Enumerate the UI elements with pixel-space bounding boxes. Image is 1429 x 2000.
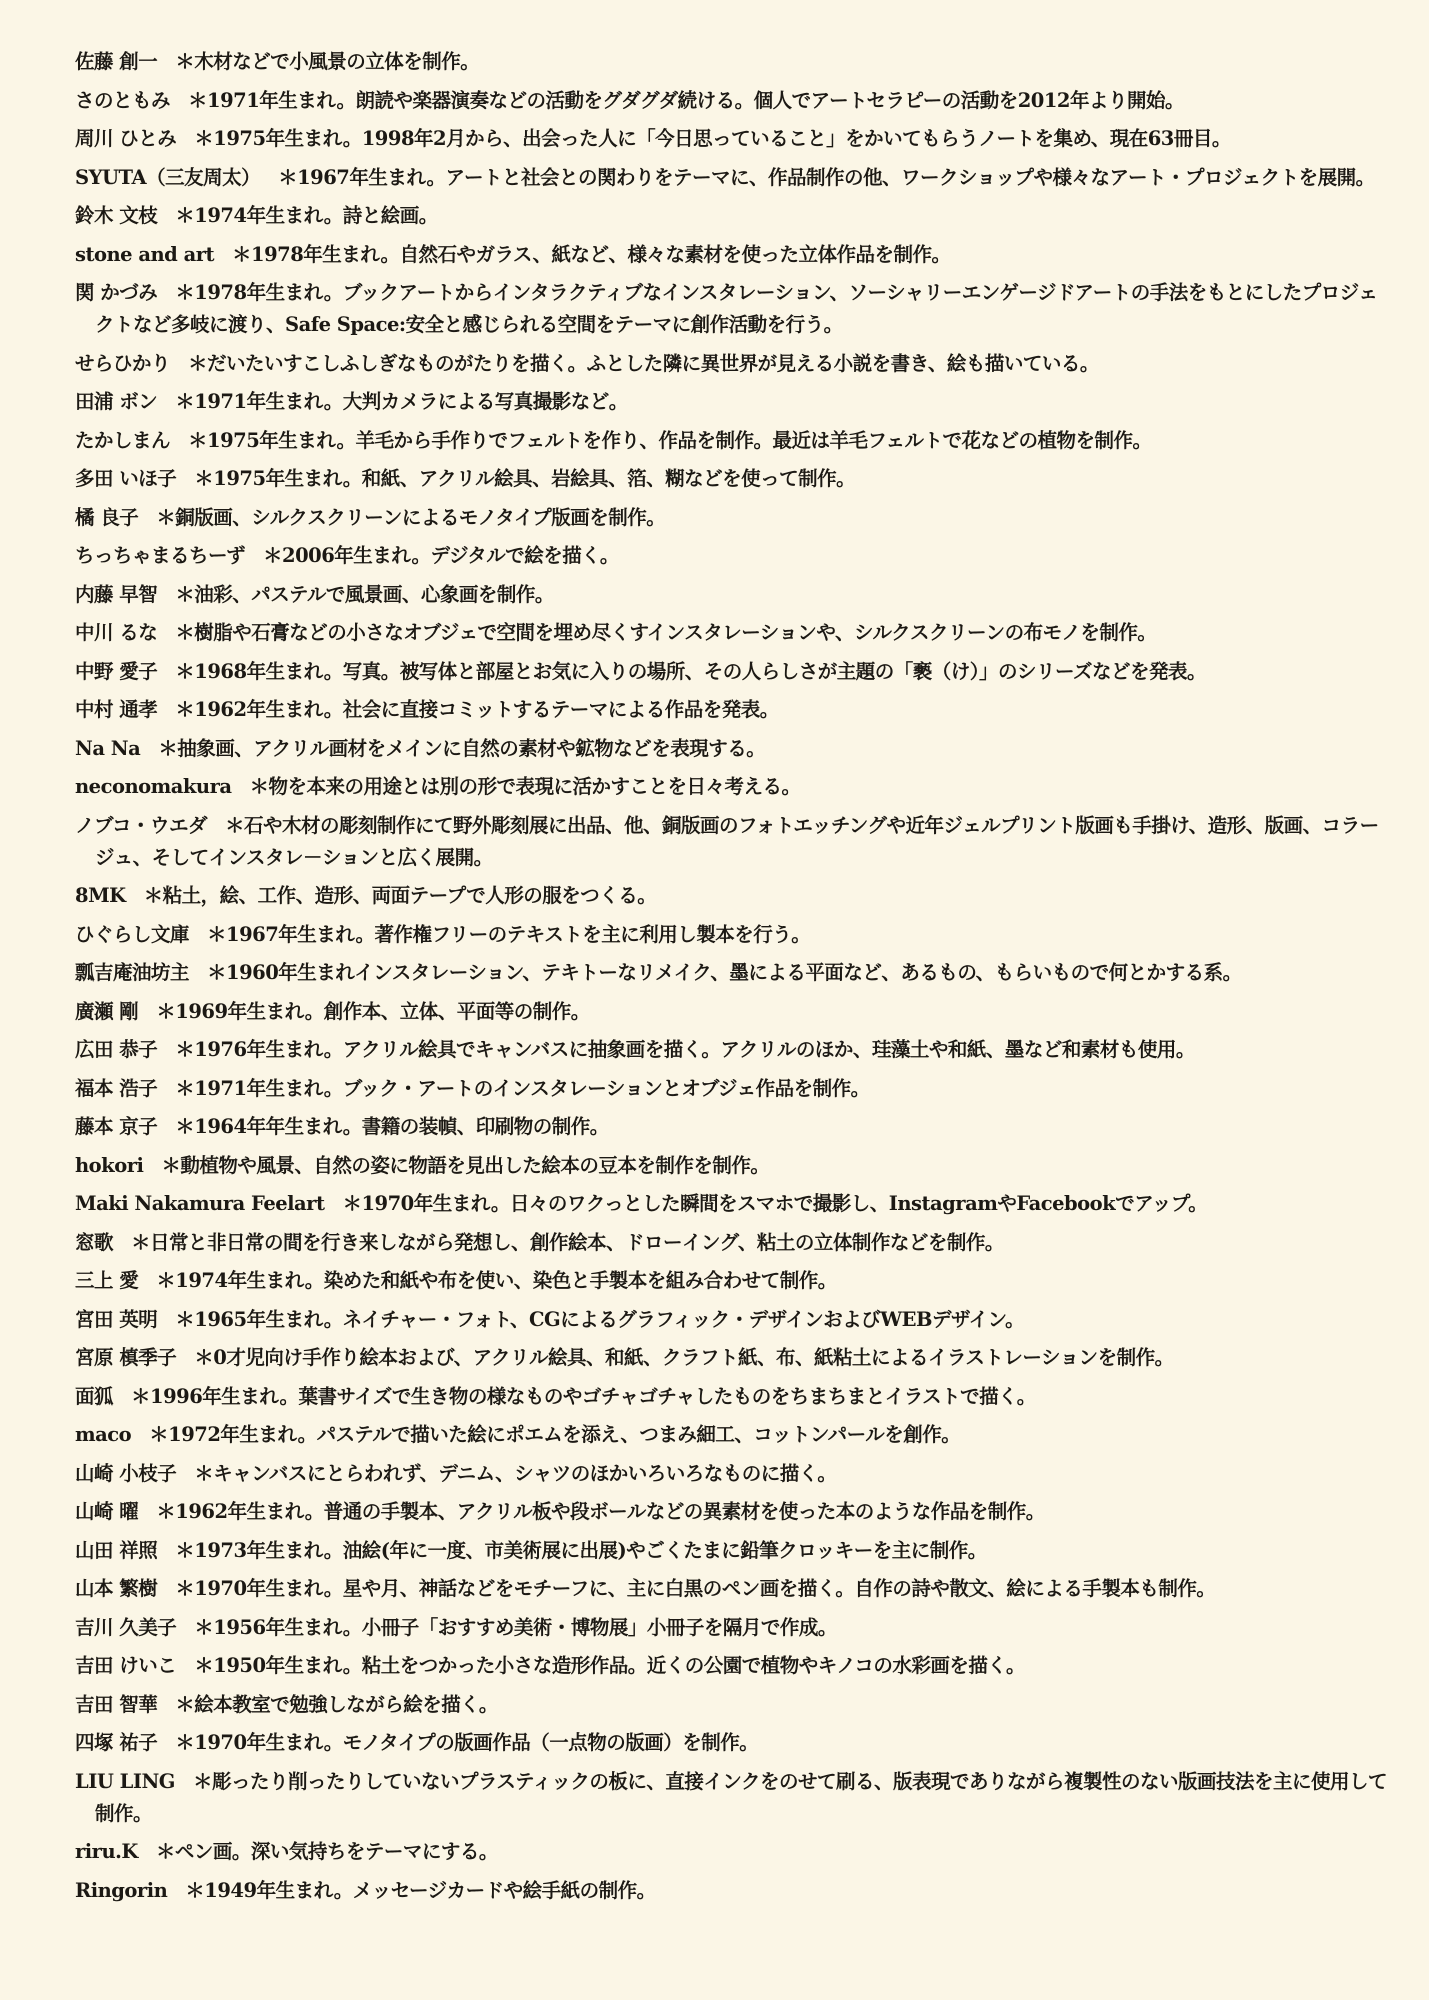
artist-entry: [75, 1836, 1389, 1868]
artist-entry: [75, 1496, 1389, 1528]
artist-description: ＊1967年生まれ。著作権フリーのテキストを主に利用し製本を行う。: [207, 922, 811, 946]
artist-name: 福本 浩子: [75, 1076, 158, 1100]
artist-description: ＊1964年年生まれ。書籍の装幀、印刷物の制作。: [175, 1115, 609, 1138]
artist-name: 内藤 早智: [75, 582, 158, 606]
artist-entry: [75, 200, 1389, 232]
artist-name: 三上 愛: [75, 1269, 139, 1292]
artist-description: ＊1975年生まれ。羊毛から手作りでフェルトを作り、作品を制作。最近は羊毛フェルトで花などの植物を制作。: [188, 428, 1152, 452]
artist-entry: [75, 617, 1389, 649]
artist-description: ＊だいたいすこしふしぎなものがたりを描く。ふとした隣に異世界が見える小説を書き、絵も描いている。: [188, 351, 1099, 375]
artist-description: ＊1975年生まれ。1998年2月から、出会った人に「今日思っていること」をかいてもらうノートを集め、現在63冊目。: [194, 127, 1231, 150]
artist-name: 山崎 曜: [75, 1500, 139, 1523]
artist-name: SYUTA（三友周太）: [75, 165, 261, 189]
artist-entry: [75, 46, 1389, 78]
artist-name: 8MK: [75, 884, 126, 907]
artist-description: ＊1970年生まれ。星や月、神話などをモチーフに、主に白黒のペン画を描く。自作の詩や散文、絵による手製本も制作。: [175, 1577, 1216, 1600]
artist-name: 鈴木 文枝: [75, 204, 158, 227]
artist-entry: [75, 656, 1389, 688]
artist-name: 山田 祥照: [75, 1538, 158, 1562]
artist-list: [75, 46, 1389, 1907]
artist-description: ＊1978年生まれ。自然石やガラス、紙など、様々な素材を使った立体作品を制作。: [232, 242, 951, 266]
artist-name: 窓歌: [75, 1230, 114, 1254]
artist-entry: [75, 1342, 1389, 1374]
artist-entry: [75, 996, 1389, 1028]
artist-description: ＊1970年生まれ。モノタイプの版画作品（一点物の版画）を制作。: [175, 1731, 759, 1754]
artist-description: ＊1978年生まれ。ブックアートからインタラクティブなインスタレーション、ソーシャリーエンゲージドアートの手法をもとにしたプロジェクトなど多岐に渡り、Safe Space:安全と感じられる空間をテーマに創作活動を行う。: [95, 281, 1378, 336]
artist-entry: [75, 1073, 1389, 1105]
artist-name: ノブコ・ウエダ: [75, 813, 208, 837]
artist-name: 広田 恭子: [75, 1038, 158, 1061]
artist-entry: [75, 733, 1389, 765]
artist-name: 瓢吉庵油坊主: [75, 961, 190, 984]
artist-entry: [75, 85, 1389, 117]
artist-description: ＊1971年生まれ。ブック・アートのインスタレーションとオブジェ作品を制作。: [175, 1076, 870, 1100]
artist-entry: [75, 1111, 1389, 1143]
artist-description: ＊キャンバスにとらわれず、デニム、シャツのほかいろいろなものに描く。: [194, 1461, 837, 1485]
artist-description: ＊1956年生まれ。小冊子「おすすめ美術・博物展」小冊子を隔月で作成。: [194, 1615, 837, 1639]
artist-description: ＊0才児向け手作り絵本および、アクリル絵具、和紙、クラフト紙、布、紙粘土によるイラストレーションを制作。: [194, 1346, 1174, 1369]
artist-name: 田浦 ボン: [75, 390, 158, 413]
artist-name: 宮原 槙季子: [75, 1346, 177, 1369]
artist-entry: [75, 540, 1389, 572]
artist-name: 山本 繁樹: [75, 1577, 158, 1600]
artist-description: ＊1949年生まれ。メッセージカードや絵手紙の制作。: [185, 1878, 656, 1902]
artist-entry: [75, 348, 1389, 380]
artist-entry: [75, 1612, 1389, 1644]
artist-entry: [75, 1727, 1389, 1759]
artist-entry: [75, 1875, 1389, 1907]
artist-description: ＊抽象画、アクリル画材をメインに自然の素材や鉱物などを表現する。: [158, 736, 766, 760]
artist-entry: [75, 1381, 1389, 1413]
artist-description: ＊日常と非日常の間を行き来しながら発想し、創作絵本、ドローイング、粘土の立体制作などを制作。: [131, 1230, 1004, 1254]
artist-description: ＊1975年生まれ。和紙、アクリル絵具、岩絵具、箔、糊などを使って制作。: [194, 467, 856, 490]
artist-name: 佐藤 創一: [75, 50, 158, 73]
artist-name: ちっちゃまるちーず: [75, 544, 246, 567]
artist-description: ＊1971年生まれ。大判カメラによる写真撮影など。: [175, 390, 628, 413]
artist-description: ＊1976年生まれ。アクリル絵具でキャンバスに抽象画を描く。アクリルのほか、珪藻土や和紙、墨など和素材も使用。: [175, 1038, 1195, 1061]
artist-name: LIU LING: [75, 1769, 175, 1793]
artist-name: Na Na: [75, 736, 141, 760]
artist-entry: [75, 463, 1389, 495]
artist-description: ＊1962年生まれ。社会に直接コミットするテーマによる作品を発表。: [175, 698, 779, 721]
artist-entry: [75, 1034, 1389, 1066]
artist-name: 山崎 小枝子: [75, 1461, 177, 1485]
artist-entry: [75, 1150, 1389, 1182]
artist-description: ＊1969年生まれ。創作本、立体、平面等の制作。: [156, 999, 590, 1023]
artist-entry: [75, 1419, 1389, 1451]
artist-entry: [75, 1535, 1389, 1567]
artist-description: ＊1967年生まれ。アートと社会との関わりをテーマに、作品制作の他、ワークショップや様々なアート・プロジェクトを展開。: [278, 165, 1375, 189]
artist-entry: [75, 1573, 1389, 1605]
artist-description: ＊1972年生まれ。パステルで描いた絵にポエムを添え、つまみ細工、コットンパールを創作。: [149, 1423, 961, 1446]
artist-name: 藤本 京子: [75, 1115, 158, 1138]
artist-entry: [75, 386, 1389, 418]
artist-description: ＊油彩、パステルで風景画、心象画を制作。: [175, 582, 554, 606]
artist-entry: [75, 810, 1389, 874]
artist-name: せらひかり: [75, 351, 171, 375]
artist-description: ＊1974年生まれ。詩と絵画。: [175, 204, 438, 227]
artist-entry: [75, 880, 1389, 912]
artist-description: ＊1968年生まれ。写真。被写体と部屋とお気に入りの場所、その人らしさが主題の「褻（け）」のシリーズなどを発表。: [175, 659, 1207, 683]
artist-name: たかしまん: [75, 428, 171, 452]
artist-description: ＊石や木材の彫刻制作にて野外彫刻展に出品、他、銅版画のフォトエッチングや近年ジェルプリント版画も手掛け、造形、版画、コラージュ、そしてインスタレ－ションと広く展開。: [95, 813, 1379, 869]
artist-name: 中川 るな: [75, 621, 158, 644]
artist-entry: [75, 1458, 1389, 1490]
artist-name: neconomakura: [75, 775, 232, 798]
artist-name: ひぐらし文庫: [75, 922, 190, 946]
artist-entry: [75, 1304, 1389, 1336]
artist-description: ＊1960年生まれインスタレーション、テキトーなリメイク、墨による平面など、あるもの、もらいもので何とかする系。: [207, 961, 1242, 984]
artist-name: 廣瀬 剛: [75, 999, 139, 1023]
artist-name: maco: [75, 1423, 132, 1446]
artist-description: ＊1971年生まれ。朗読や楽器演奏などの活動をグダグダ続ける。個人でアートセラピーの活動を2012年より開始。: [188, 88, 1185, 112]
artist-entry: [75, 277, 1389, 341]
artist-entry: [75, 425, 1389, 457]
artist-entry: [75, 162, 1389, 194]
artist-name: 面狐: [75, 1384, 114, 1408]
artist-name: さのともみ: [75, 88, 171, 112]
artist-entry: [75, 1650, 1389, 1682]
artist-name: 宮田 英明: [75, 1307, 158, 1331]
artist-name: 中野 愛子: [75, 659, 158, 683]
artist-entry: [75, 694, 1389, 726]
artist-name: 吉川 久美子: [75, 1615, 177, 1639]
artist-description: ＊動植物や風景、自然の姿に物語を見出した絵本の豆本を制作を制作。: [161, 1153, 770, 1177]
artist-name: hokori: [75, 1153, 144, 1177]
artist-entry: [75, 579, 1389, 611]
artist-description: ＊絵本教室で勉強しながら絵を描く。: [175, 1692, 498, 1716]
artist-entry: [75, 771, 1389, 803]
artist-name: 多田 いほ子: [75, 467, 177, 490]
artist-description: ＊1973年生まれ。油絵(年に一度、市美術展に出展)やごくたまに鉛筆クロッキーを主に制作。: [175, 1538, 987, 1562]
artist-entry: [75, 1265, 1389, 1297]
artist-name: Ringorin: [75, 1878, 168, 1902]
artist-name: 周川 ひとみ: [75, 127, 177, 150]
artist-name: 橘 良子: [75, 505, 139, 529]
artist-name: 吉田 智華: [75, 1692, 158, 1716]
artist-description: ＊彫ったり削ったりしていないプラスティックの板に、直接インクをのせて刷る、版表現でありながら複製性のない版画技法を主に使用して制作。: [95, 1769, 1388, 1825]
artist-description: ＊木材などで小風景の立体を制作。: [175, 50, 480, 73]
artist-name: 四塚 祐子: [75, 1731, 158, 1754]
artist-name: stone and art: [75, 242, 215, 266]
artist-description: ＊1950年生まれ。粘土をつかった小さな造形作品。近くの公園で植物やキノコの水彩画を描く。: [194, 1654, 1025, 1677]
artist-description: ＊樹脂や石膏などの小さなオブジェで空間を埋め尽くすインスタレーションや、シルクスクリーンの布モノを制作。: [175, 621, 1157, 644]
artist-entry: [75, 502, 1389, 534]
artist-description: ＊ペン画。深い気持ちをテーマにする。: [155, 1840, 498, 1863]
artist-description: ＊1965年生まれ。ネイチャー・フォト、CGによるグラフィック・デザインおよびWEBデザイン。: [175, 1307, 1025, 1331]
artist-entry: [75, 919, 1389, 951]
artist-description: ＊粘土，絵、工作、造形、両面テープで人形の服をつくる。: [143, 884, 657, 907]
artist-name: Maki Nakamura Feelart: [75, 1192, 325, 1215]
artist-name: 中村 通孝: [75, 698, 158, 721]
artist-entry: [75, 1227, 1389, 1259]
artist-entry: [75, 957, 1389, 989]
artist-name: 関 かづみ: [75, 281, 158, 304]
artist-description: ＊1970年生まれ。日々のワクっとした瞬間をスマホで撮影し、InstagramやFacebookでアップ。: [342, 1192, 1208, 1215]
artist-entry: [75, 123, 1389, 155]
artist-entry: [75, 1766, 1389, 1830]
artist-description: ＊2006年生まれ。デジタルで絵を描く。: [263, 544, 619, 567]
artist-description: ＊1962年生まれ。普通の手製本、アクリル板や段ボールなどの異素材を使った本のような作品を制作。: [156, 1500, 1045, 1523]
artist-description: ＊1974年生まれ。染めた和紙や布を使い、染色と手製本を組み合わせて制作。: [156, 1269, 837, 1292]
artist-entry: [75, 1188, 1389, 1220]
artist-entry: [75, 1689, 1389, 1721]
artist-description: ＊銅版画、シルクスクリーンによるモノタイプ版画を制作。: [156, 505, 666, 529]
artist-description: ＊1996年生まれ。葉書サイズで生き物の様なものやゴチャゴチャしたものをちまちまとイラストで描く。: [131, 1384, 1036, 1408]
artist-name: 吉田 けいこ: [75, 1654, 177, 1677]
artist-description: ＊物を本来の用途とは別の形で表現に活かすことを日々考える。: [249, 775, 801, 798]
artist-entry: [75, 239, 1389, 271]
artist-name: riru.K: [75, 1840, 138, 1863]
